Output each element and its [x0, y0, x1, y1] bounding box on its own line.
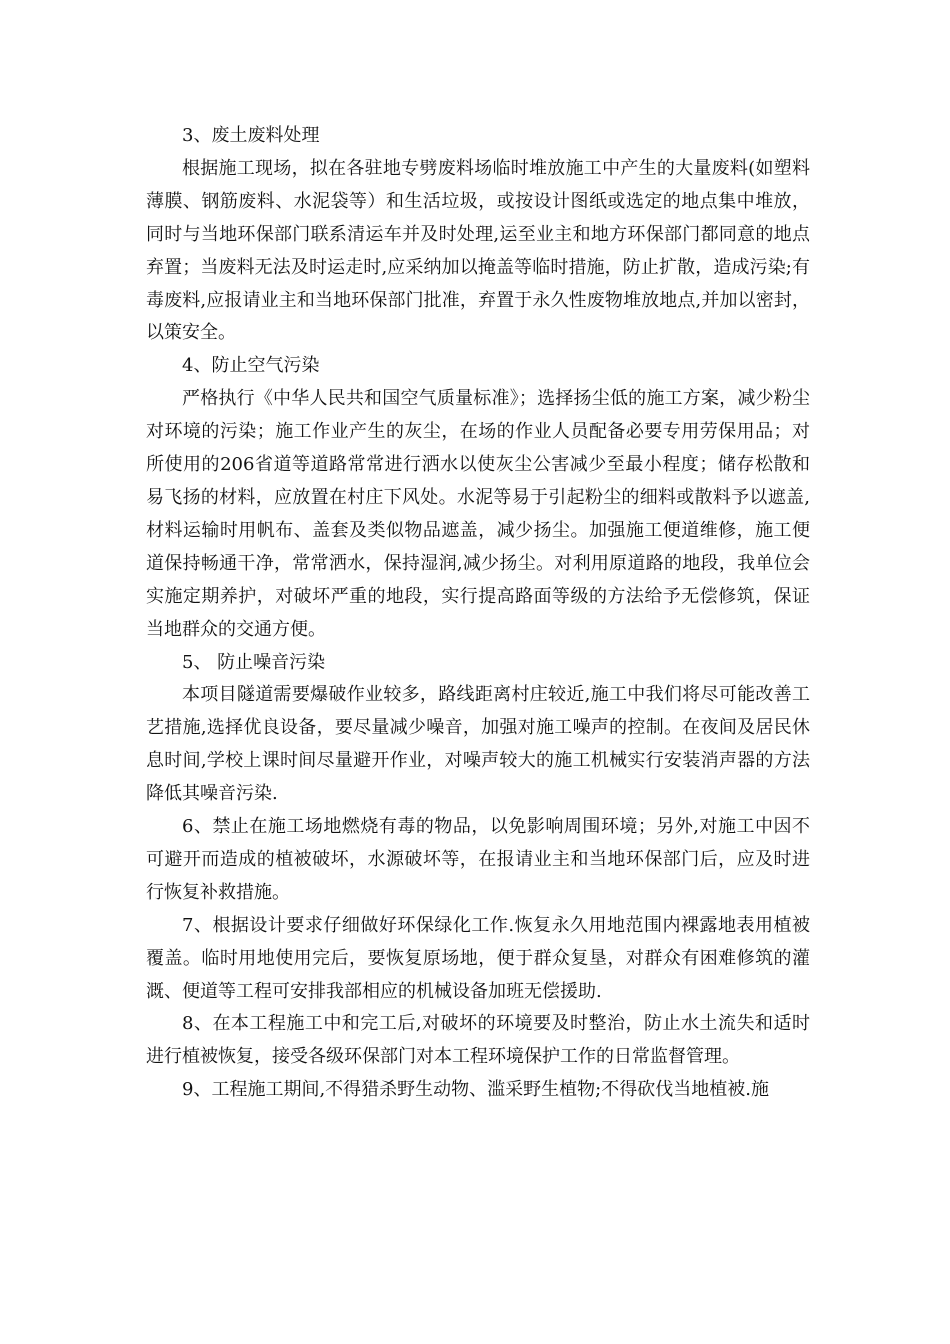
paragraph-item-7: 7、根据设计要求仔细做好环保绿化工作.恢复永久用地范围内裸露地表用植被覆盖。临时用地使用完后，要恢复原场地，便于群众复垦，对群众有困难修筑的灌溉、便道等工程可安排我部相应的机械设备加班无偿援助.: [146, 914, 810, 1002]
section-heading-noise: 5、 防止噪音污染: [182, 651, 326, 673]
paragraph-air-pollution: 严格执行《中华人民共和国空气质量标准》；选择扬尘低的施工方案，减少粉尘对环境的污染；施工作业产生的灰尘，在场的作业人员配备必要专用劳保用品；对所使用的206省道等道路常常进行洒水以使灰尘公害减少至最小程度；储存松散和易飞扬的材料，应放置在村庄下风处。水泥等易于引起粉尘的细料或散料予以遮盖,材料运输时用帆布、盖套及类似物品遮盖，减少扬尘。加强施工便道维修，施工便道保持畅通干净，常常洒水，保持湿润,减少扬尘。对利用原道路的地段，我单位会实施定期养护，对破坏严重的地段，实行提高路面等级的方法给予无偿修筑，保证当地群众的交通方便。: [146, 388, 810, 640]
paragraph-waste-handling: 根据施工现场，拟在各驻地专劈废料场临时堆放施工中产生的大量废料(如塑料薄膜、钢筋废料、水泥袋等）和生活垃圾，或按设计图纸或选定的地点集中堆放，同时与当地环保部门联系清运车并及时处理,运至业主和地方环保部门都同意的地点弃置；当废料无法及时运走时,应采纳加以掩盖等临时措施，防止扩散，造成污染;有毒废料,应报请业主和当地环保部门批准，弃置于永久性废物堆放地点,并加以密封，以策安全。: [146, 157, 810, 344]
paragraph-item-6: 6、禁止在施工场地燃烧有毒的物品，以免影响周围环境；另外,对施工中因不可避开而造成的植被破坏，水源破坏等，在报请业主和当地环保部门后，应及时进行恢复补救措施。: [146, 816, 810, 903]
paragraph-item-8: 8、在本工程施工中和完工后,对破坏的环境要及时整治，防止水土流失和适时进行植被恢复，接受各级环保部门对本工程环境保护工作的日常监督管理。: [146, 1013, 810, 1068]
section-heading-air: 4、防止空气污染: [182, 355, 320, 377]
paragraph-item-9: 9、工程施工期间,不得猎杀野生动物、滥采野生植物;不得砍伐当地植被.施: [182, 1079, 769, 1101]
paragraph-noise-pollution: 本项目隧道需要爆破作业较多，路线距离村庄较近,施工中我们将尽可能改善工艺措施,选择优良设备，要尽量减少噪音，加强对施工噪声的控制。在夜间及居民休息时间,学校上课时间尽量避开作业，对噪声较大的施工机械实行安装消声器的方法降低其噪音污染.: [146, 684, 810, 805]
section-heading-waste: 3、废土废料处理: [182, 125, 320, 146]
document-body: [146, 120, 810, 1107]
